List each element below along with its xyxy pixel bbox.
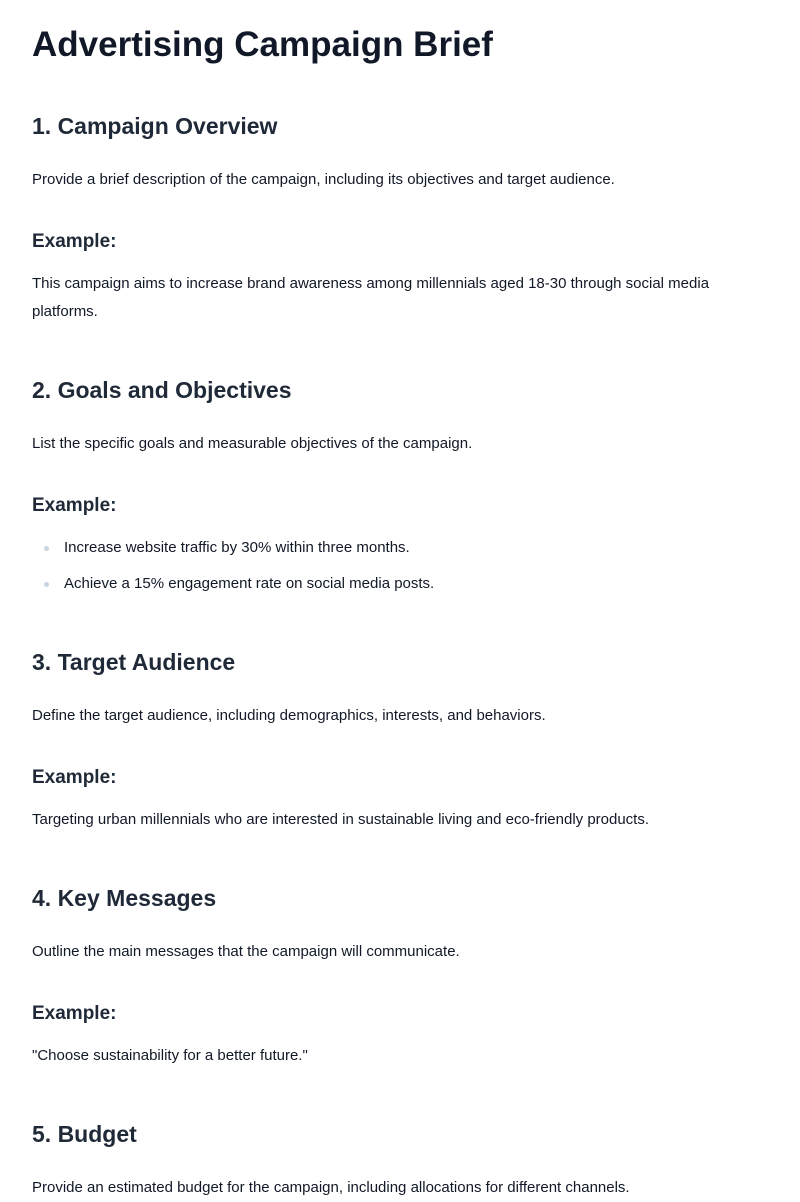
section-heading: 1. Campaign Overview [32, 113, 278, 139]
section-goals-objectives [32, 326, 768, 598]
example-text: Targeting urban millennials who are interested in sustainable living and eco-friendly products. [32, 811, 650, 828]
section-heading: 5. Budget [32, 1121, 137, 1147]
example-list [32, 534, 768, 598]
section-budget [32, 1070, 768, 1202]
section-description: Outline the main messages that the campaign will communicate. [32, 943, 460, 960]
section-heading: 2. Goals and Objectives [32, 377, 292, 403]
section-heading: 4. Key Messages [32, 885, 217, 911]
bullet-icon [44, 546, 49, 551]
section-description: Define the target audience, including demographics, interests, and behaviors. [32, 707, 546, 724]
example-text: This campaign aims to increase brand awareness among millennials aged 18-30 through social media platforms. [32, 275, 710, 320]
example-label: Example: [32, 231, 117, 252]
example-label: Example: [32, 1003, 117, 1024]
section-description: List the specific goals and measurable objectives of the campaign. [32, 435, 473, 452]
section-description: Provide a brief description of the campaign, including its objectives and target audience. [32, 171, 615, 188]
section-campaign-overview [32, 86, 768, 326]
example-label: Example: [32, 495, 117, 516]
section-target-audience [32, 606, 768, 834]
example-text: "Choose sustainability for a better future." [32, 1047, 308, 1064]
example-label: Example: [32, 767, 117, 788]
list-item-text: Increase website traffic by 30% within three months. [64, 539, 410, 556]
section-heading: 3. Target Audience [32, 649, 236, 675]
page-title: Advertising Campaign Brief [32, 25, 493, 64]
list-item [32, 534, 768, 562]
bullet-icon [44, 582, 49, 587]
list-item-text: Achieve a 15% engagement rate on social media posts. [64, 575, 435, 592]
list-item [32, 570, 768, 598]
section-description: Provide an estimated budget for the campaign, including allocations for different channels. [32, 1179, 630, 1196]
section-key-messages [32, 834, 768, 1070]
